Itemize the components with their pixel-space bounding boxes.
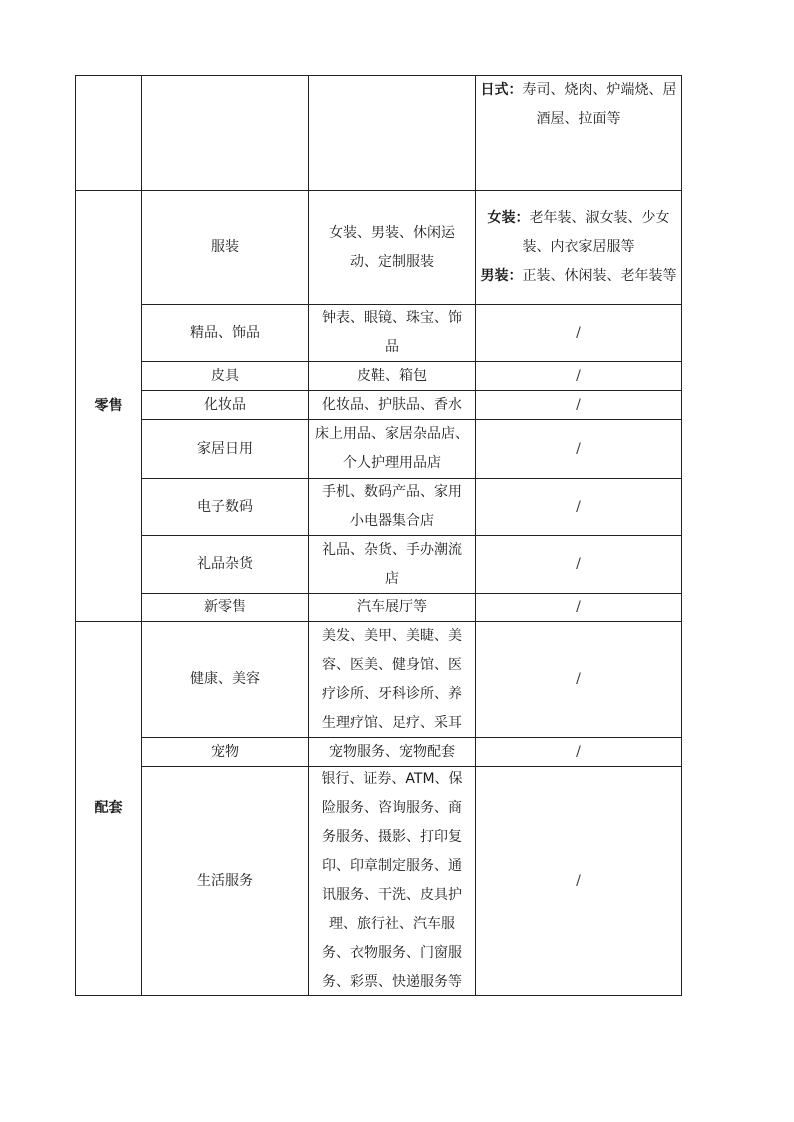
detail-cell: /	[576, 498, 581, 515]
subcategory-cell: 家居日用	[197, 440, 253, 457]
subcategory-cell: 电子数码	[197, 498, 253, 515]
detail-label: 女装	[487, 210, 516, 226]
category-support: 配套	[94, 800, 123, 816]
detail-text: 正装、休闲装、老年装等	[522, 268, 677, 284]
types-cell: 钟表、眼镜、珠宝、饰品	[322, 310, 462, 355]
types-cell: 美发、美甲、美睫、美容、医美、健身馆、医疗诊所、牙科诊所、养生理疗馆、足疗、采耳	[322, 627, 462, 731]
types-cell: 化妆品、护肤品、香水	[322, 396, 462, 413]
detail-cell: /	[576, 872, 581, 889]
detail-text: 寿司、烧肉、炉端烧、居酒屋、拉面等	[522, 82, 677, 127]
subcategory-cell: 生活服务	[197, 872, 253, 889]
detail-cell: /	[576, 367, 581, 384]
business-format-table	[75, 75, 682, 996]
detail-cell: /	[576, 671, 581, 687]
subcategory-cell: 化妆品	[204, 396, 246, 413]
types-cell: 手机、数码产品、家用小电器集合店	[322, 484, 462, 529]
detail-cell: 日式：寿司、烧肉、炉端烧、居酒屋、拉面等	[480, 82, 677, 127]
types-cell: 银行、证券、ATM、保险服务、咨询服务、商务服务、摄影、打印复印、印章制定服务、通讯服务、干洗、皮具护理、旅行社、汽车服务、衣物服务、门窗服务、彩票、快递服务等	[321, 771, 463, 990]
detail-cell: /	[576, 324, 581, 341]
detail-cell: /	[576, 440, 581, 457]
subcategory-cell: 服装	[211, 239, 239, 255]
types-cell: 汽车展厅等	[357, 599, 427, 615]
detail-label: 日式	[480, 82, 509, 98]
types-cell: 床上用品、家居杂品店、个人护理用品店	[315, 426, 469, 471]
subcategory-cell: 新零售	[204, 599, 246, 615]
types-cell: 女装、男装、休闲运动、定制服装	[329, 224, 455, 270]
subcategory-cell: 健康、美容	[190, 671, 260, 687]
detail-text: 老年装、淑女装、少女装、内衣家居服等	[522, 210, 670, 255]
detail-cell: /	[576, 743, 581, 760]
detail-cell: /	[576, 396, 581, 413]
types-cell: 皮鞋、箱包	[357, 367, 427, 384]
detail-cell: /	[576, 556, 581, 572]
types-cell: 宠物服务、宠物配套	[329, 743, 455, 760]
category-retail: 零售	[94, 397, 123, 414]
detail-cell: /	[576, 599, 581, 615]
detail-cell: 女装：老年装、淑女装、少女装、内衣家居服等 男装：正装、休闲装、老年装等	[480, 210, 677, 284]
subcategory-cell: 皮具	[211, 367, 239, 384]
detail-label: 男装	[480, 268, 509, 284]
types-cell: 礼品、杂货、手办潮流店	[322, 541, 462, 587]
subcategory-cell: 宠物	[211, 743, 239, 760]
subcategory-cell: 精品、饰品	[190, 324, 260, 341]
subcategory-cell: 礼品杂货	[197, 556, 253, 572]
